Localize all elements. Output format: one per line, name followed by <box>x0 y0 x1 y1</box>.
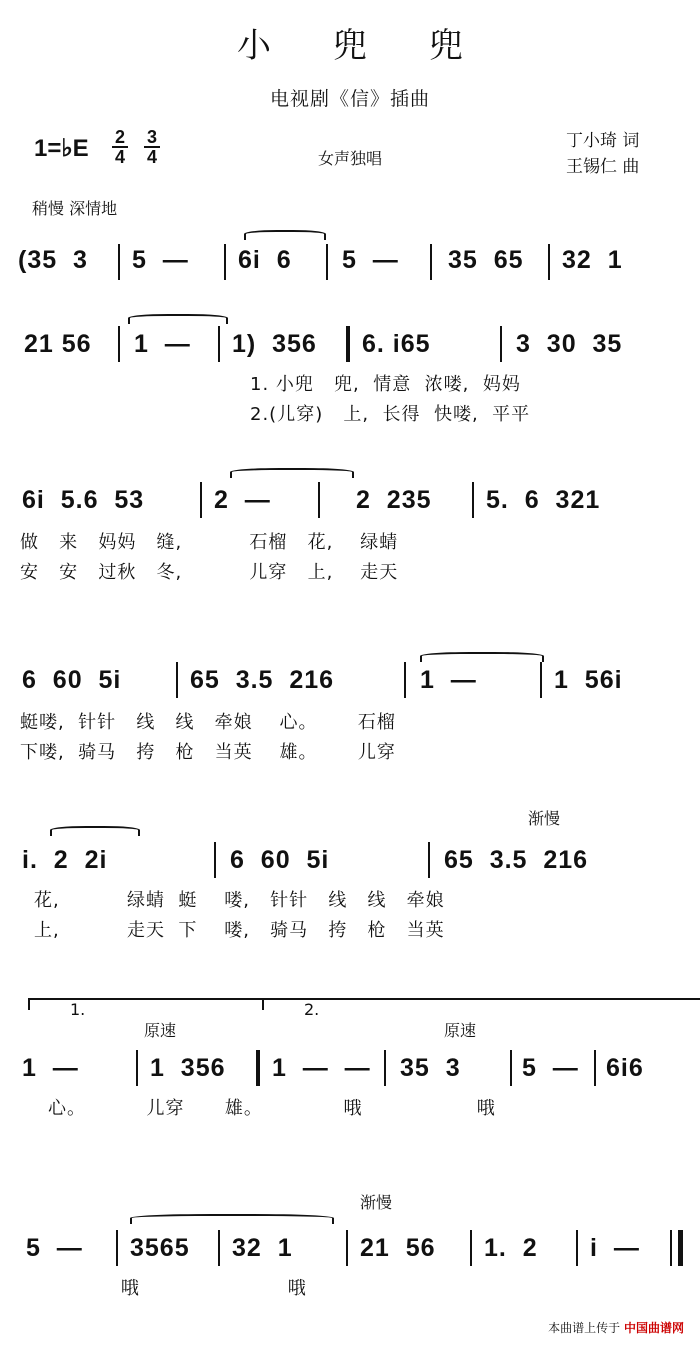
barline <box>218 1230 220 1266</box>
lyrics-verse-2: 下喽, 骑马 挎 枪 当英 雄。 儿穿 <box>20 742 396 763</box>
measure: 32 1 <box>232 1234 293 1262</box>
barline <box>326 244 328 280</box>
slur <box>420 652 544 662</box>
barline <box>470 1230 472 1266</box>
time-signature-3-4: $\frac{3}{4}$ <box>144 128 160 166</box>
final-barline <box>678 1230 683 1266</box>
measure: 1 356 <box>150 1054 226 1082</box>
tempo-marking-a-tempo-1: 原速 <box>144 1021 177 1040</box>
barline <box>176 662 178 698</box>
barline <box>670 1230 672 1266</box>
lyrics-verse-2: 上, 走天 下 喽, 骑马 挎 枪 当英 <box>34 920 445 941</box>
measure: (35 3 <box>18 246 88 274</box>
slur <box>128 314 228 324</box>
measure: 6i 5.6 53 <box>22 486 145 514</box>
measure: 32 1 <box>562 246 623 274</box>
measure: 5 — <box>132 246 189 274</box>
measure: 6i6 <box>606 1054 644 1082</box>
voice-type: 女声独唱 <box>318 149 383 168</box>
lyricist-credit: 丁小琦 词 <box>566 131 640 151</box>
slur <box>50 826 140 836</box>
repeat-barline <box>256 1050 260 1086</box>
measure: 35 3 <box>400 1054 461 1082</box>
slur <box>244 230 326 240</box>
composer-credit: 王锡仁 曲 <box>566 157 640 177</box>
barline <box>116 1230 118 1266</box>
barline <box>576 1230 578 1266</box>
tempo-marking-start: 稍慢 深情地 <box>32 199 118 218</box>
barline <box>404 662 406 698</box>
barline <box>346 1230 348 1266</box>
measure: 35 65 <box>448 246 524 274</box>
measure: i — <box>590 1234 640 1262</box>
key-signature: 1=♭E <box>34 135 89 162</box>
barline <box>540 662 542 698</box>
barline <box>214 842 216 878</box>
measure: 1 — — <box>272 1054 371 1082</box>
measure: 1. 2 <box>484 1234 538 1262</box>
barline <box>384 1050 386 1086</box>
slur <box>230 468 354 478</box>
footer-text: 本曲谱上传于 <box>548 1321 621 1335</box>
measure: i. 2 2i <box>22 846 108 874</box>
measure: 1) 356 <box>232 330 317 358</box>
barline <box>136 1050 138 1086</box>
barline <box>472 482 474 518</box>
lyrics-verse-2: 2.(儿穿) 上, 长得 快喽, 平平 <box>250 404 531 425</box>
lyrics-verse-1: 1. 小兜 兜, 情意 浓喽, 妈妈 <box>250 374 521 395</box>
lyrics-verse-1: 做 来 妈妈 缝, 石榴 花, 绿蜻 <box>20 532 399 553</box>
measure: 6i 6 <box>238 246 292 274</box>
measure: 5 — <box>522 1054 579 1082</box>
site-logo[interactable]: 中国曲谱网 <box>623 1321 684 1335</box>
barline <box>430 244 432 280</box>
measure: 65 3.5 216 <box>444 846 589 874</box>
barline <box>594 1050 596 1086</box>
measure: 21 56 <box>360 1234 436 1262</box>
measure: 1 — <box>134 330 191 358</box>
barline <box>500 326 502 362</box>
measure: 5 — <box>342 246 399 274</box>
barline <box>218 326 220 362</box>
barline <box>200 482 202 518</box>
barline <box>224 244 226 280</box>
measure: 3565 <box>130 1234 190 1262</box>
barline <box>118 326 120 362</box>
measure: 2 235 <box>356 486 432 514</box>
lyrics-verse-2: 安 安 过秋 冬, 儿穿 上, 走天 <box>20 562 399 583</box>
lyrics-verse-1: 花, 绿蜻 蜓 喽, 针针 线 线 牵娘 <box>34 890 445 911</box>
barline <box>118 244 120 280</box>
barline <box>318 482 320 518</box>
song-subtitle: 电视剧《信》插曲 <box>269 88 430 110</box>
barline <box>548 244 550 280</box>
measure: 65 3.5 216 <box>190 666 335 694</box>
repeat-barline <box>346 326 350 362</box>
measure: 1 — <box>22 1054 79 1082</box>
tempo-marking-rit-1: 渐慢 <box>528 809 561 828</box>
measure: 21 56 <box>24 330 92 358</box>
lyrics-verse-1: 蜓喽, 针针 线 线 牵娘 心。 石榴 <box>20 712 396 733</box>
tempo-marking-a-tempo-2: 原速 <box>444 1021 477 1040</box>
footer-credit <box>548 1319 684 1336</box>
measure: 5. 6 321 <box>486 486 601 514</box>
measure: 2 — <box>214 486 271 514</box>
measure: 1 — <box>420 666 477 694</box>
measure: 6 60 5i <box>230 846 330 874</box>
measure: 6 60 5i <box>22 666 122 694</box>
tempo-marking-rit-2: 渐慢 <box>360 1193 393 1212</box>
measure: 6. i65 <box>362 330 431 358</box>
barline <box>428 842 430 878</box>
song-title: 小兜兜 <box>237 26 525 66</box>
lyrics-verse-1: 心。 儿穿 雄。 哦 哦 <box>48 1098 496 1119</box>
second-ending-bracket: 2. <box>262 998 700 1010</box>
slur <box>130 1214 334 1224</box>
first-ending-bracket: 1. <box>28 998 290 1010</box>
time-signature-2-4: $\frac{2}{4}$ <box>112 128 128 166</box>
measure: 1 56i <box>554 666 623 694</box>
lyrics-verse-1: 哦 哦 <box>20 1278 307 1299</box>
barline <box>510 1050 512 1086</box>
measure: 5 — <box>26 1234 83 1262</box>
measure: 3 30 35 <box>516 330 623 358</box>
